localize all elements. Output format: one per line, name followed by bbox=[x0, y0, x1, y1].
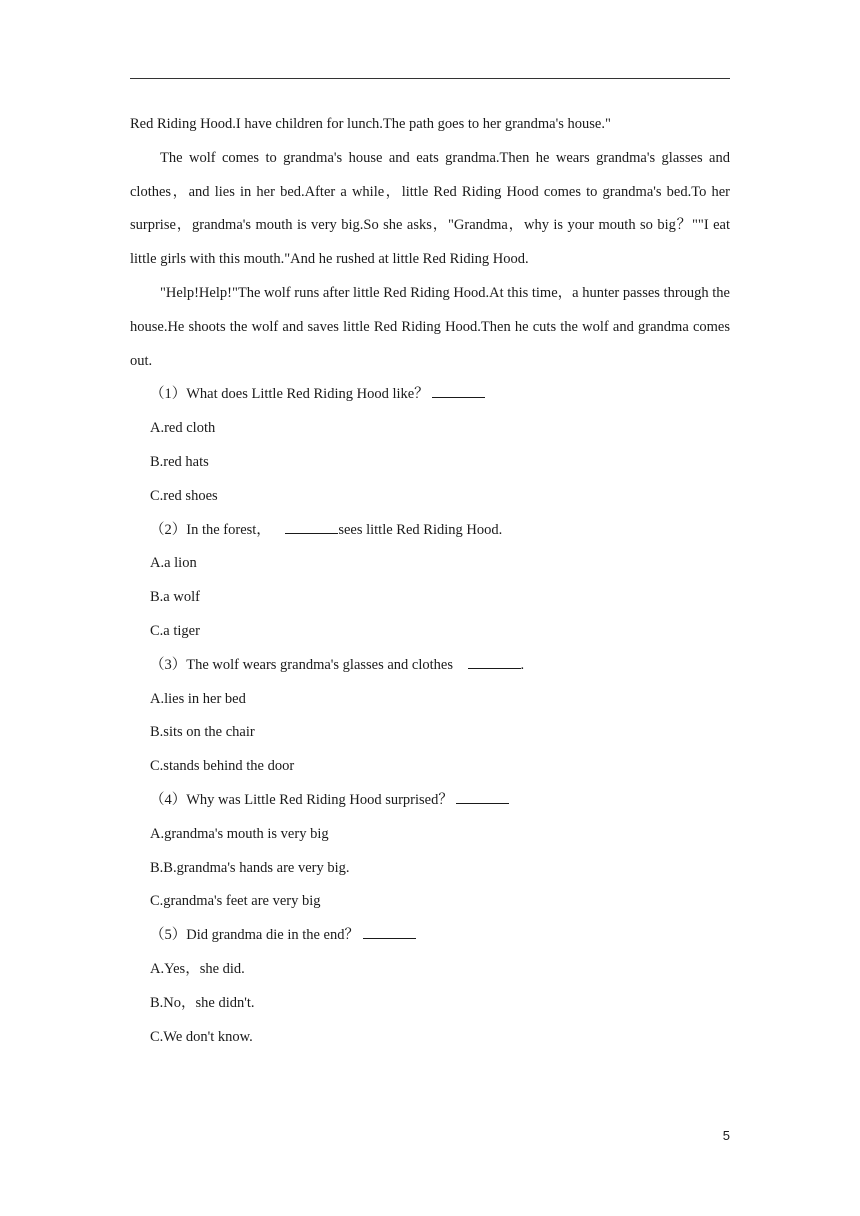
question-5-option-a: A.Yes，she did. bbox=[150, 960, 245, 977]
passage-paragraph-3: "Help!Help!"The wolf runs after little Red Riding Hood.At this time，a hunter passes through the house.He shoots the wolf and saves little Red Riding Hood.Then he cuts the wolf and grandma comes out. bbox=[130, 284, 730, 369]
question-4-text: （4）Why was Little Red Riding Hood surprised？ bbox=[150, 791, 457, 808]
question-3-text-after: . bbox=[520, 656, 525, 673]
question-4-option-c: C.grandma's feet are very big bbox=[150, 893, 321, 910]
passage-paragraph-1: Red Riding Hood.I have children for lunch.The path goes to her grandma's house." bbox=[130, 116, 611, 132]
page-number: 5 bbox=[722, 1128, 730, 1143]
question-1-option-b: B.red hats bbox=[150, 453, 209, 470]
question-2-text: （2）In the forest， bbox=[150, 521, 286, 538]
answer-blank-1 bbox=[432, 385, 485, 398]
question-2-text-after: sees little Red Riding Hood. bbox=[338, 521, 503, 538]
question-2-option-b: B.a wolf bbox=[150, 589, 200, 606]
question-2-stem bbox=[130, 514, 730, 548]
question-4-option-b: B.B.grandma's hands are very big. bbox=[150, 859, 350, 876]
question-2-option-c: C.a tiger bbox=[150, 622, 200, 639]
question-1-option-c: C.red shoes bbox=[150, 487, 218, 504]
question-5-text: （5）Did grandma die in the end？ bbox=[150, 927, 363, 944]
question-2-option-a: A.a lion bbox=[150, 555, 197, 572]
question-3-text: （3）The wolf wears grandma's glasses and clothes bbox=[150, 656, 468, 673]
answer-blank-2 bbox=[285, 521, 338, 534]
question-1-option-a: A.red cloth bbox=[150, 420, 216, 437]
answer-blank-3 bbox=[468, 656, 521, 669]
answer-blank-4 bbox=[456, 791, 509, 804]
question-4-option-a: A.grandma's mouth is very big bbox=[150, 825, 329, 842]
question-3-option-a: A.lies in her bed bbox=[150, 690, 246, 707]
question-5-stem bbox=[130, 919, 730, 953]
question-3-option-c: C.stands behind the door bbox=[150, 758, 295, 775]
answer-blank-5 bbox=[363, 926, 416, 939]
question-3-stem bbox=[130, 649, 730, 683]
page-content bbox=[130, 108, 730, 1054]
question-3-option-b: B.sits on the chair bbox=[150, 724, 255, 741]
question-1-text: （1）What does Little Red Riding Hood like？ bbox=[150, 386, 433, 403]
question-1-stem bbox=[130, 378, 730, 412]
question-4-stem bbox=[130, 784, 730, 818]
question-5-option-c: C.We don't know. bbox=[150, 1028, 253, 1045]
passage-paragraph-2: The wolf comes to grandma's house and eats grandma.Then he wears grandma's glasses and clothes，and lies in her bed.After a while，little Red Riding Hood comes to grandma's bed.To her surprise，grandma's mouth is very big.So she asks，"Grandma，why is your mouth so big？""I eat little girls with this mouth."And he rushed at little Red Riding Hood. bbox=[130, 149, 730, 268]
question-5-option-b: B.No，she didn't. bbox=[150, 994, 255, 1011]
header-rule bbox=[130, 78, 730, 79]
